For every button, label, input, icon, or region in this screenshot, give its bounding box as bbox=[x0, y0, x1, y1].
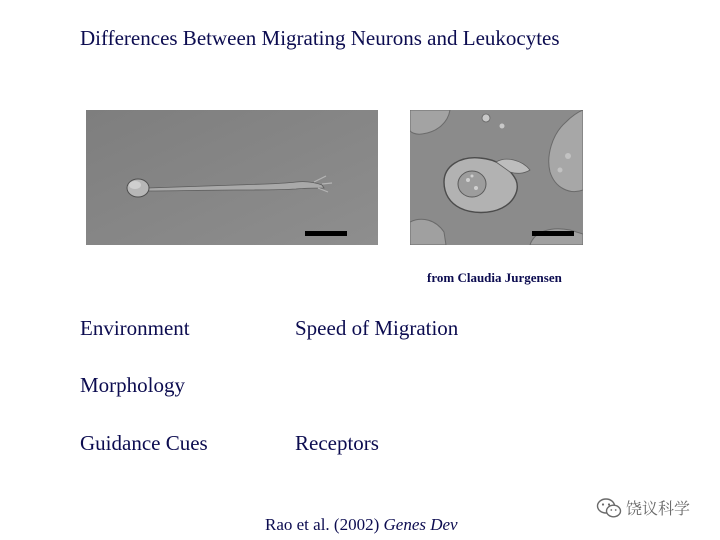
leukocyte-micrograph-drawing bbox=[410, 110, 583, 245]
topic-morphology: Morphology bbox=[80, 373, 185, 397]
wechat-icon bbox=[596, 497, 622, 519]
neuron-micrograph-drawing bbox=[86, 110, 378, 245]
topic-speed-of-migration: Speed of Migration bbox=[295, 316, 459, 340]
watermark-text: 饶议科学 bbox=[626, 499, 691, 518]
neuron-micrograph bbox=[86, 110, 378, 245]
citation-authors: Rao et al. (2002) bbox=[265, 515, 380, 534]
topic-environment: Environment bbox=[80, 316, 190, 340]
citation-journal: Genes Dev bbox=[383, 515, 458, 534]
leukocyte-micrograph bbox=[410, 110, 583, 245]
citation bbox=[265, 515, 458, 535]
image-credit: from Claudia Jurgensen bbox=[427, 270, 562, 285]
topic-receptors: Receptors bbox=[295, 431, 379, 455]
slide-title: Differences Between Migrating Neurons and Leukocytes bbox=[80, 26, 560, 50]
watermark bbox=[596, 496, 690, 519]
topic-guidance-cues: Guidance Cues bbox=[80, 431, 208, 455]
